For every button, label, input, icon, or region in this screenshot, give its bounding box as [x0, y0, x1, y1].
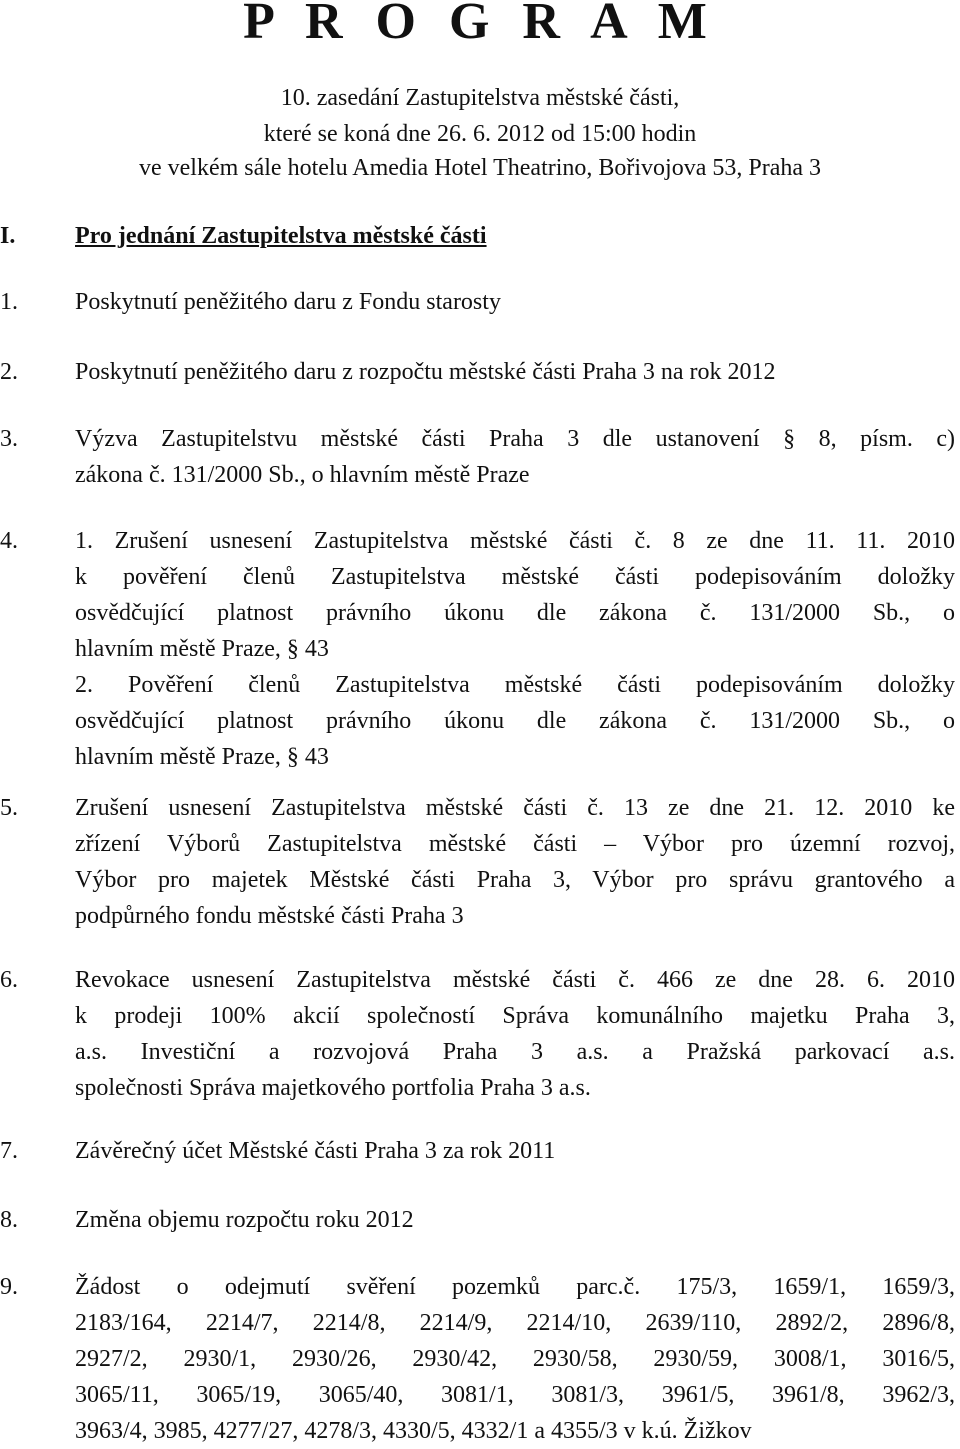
- item-line: Závěrečný účet Městské části Praha 3 za rok 2011: [75, 1138, 556, 1164]
- item-line: a.s. Investiční a rozvojová Praha 3 a.s. a Pražská parkovací a.s.: [75, 1039, 955, 1065]
- item-line: zákona č. 131/2000 Sb., o hlavním městě Praze: [75, 462, 530, 488]
- section-number: I.: [0, 223, 16, 249]
- item-text: [75, 523, 955, 775]
- item-text: [75, 790, 955, 934]
- item-number: 2.: [0, 359, 18, 385]
- item-line: Poskytnutí peněžitého daru z rozpočtu městské části Praha 3 na rok 2012: [75, 359, 776, 385]
- item-line: zřízení Výborů Zastupitelstva městské části – Výbor pro územní rozvoj,: [75, 831, 955, 857]
- item-number: 5.: [0, 795, 18, 821]
- item-text: [75, 421, 955, 493]
- item-number: 4.: [0, 528, 18, 554]
- item-line: 1. Zrušení usnesení Zastupitelstva městské části č. 8 ze dne 11. 11. 2010: [75, 528, 955, 554]
- item-line: Žádost o odejmutí svěření pozemků parc.č. 175/3, 1659/1, 1659/3,: [75, 1274, 955, 1300]
- subtitle-line-1: 10. zasedání Zastupitelstva městské části,: [280, 85, 680, 111]
- item-number: 6.: [0, 967, 18, 993]
- subtitle-line-3: ve velkém sále hotelu Amedia Hotel Theatrino, Bořivojova 53, Praha 3: [138, 155, 822, 181]
- item-line: 2927/2, 2930/1, 2930/26, 2930/42, 2930/58, 2930/59, 3008/1, 3016/5,: [75, 1346, 955, 1372]
- subtitle-line-2: které se koná dne 26. 6. 2012 od 15:00 hodin: [263, 121, 697, 147]
- item-number: 8.: [0, 1207, 18, 1233]
- item-line: Změna objemu rozpočtu roku 2012: [75, 1207, 414, 1233]
- item-text: [75, 354, 955, 390]
- item-line: podpůrného fondu městské části Praha 3: [75, 903, 464, 929]
- item-line: Výzva Zastupitelstvu městské části Praha 3 dle ustanovení § 8, písm. c): [75, 426, 955, 452]
- item-line: osvědčující platnost právního úkonu dle zákona č. 131/2000 Sb., o: [75, 600, 955, 626]
- item-number: 7.: [0, 1138, 18, 1164]
- item-text: [75, 1133, 955, 1169]
- item-text: [75, 284, 955, 320]
- item-line: Revokace usnesení Zastupitelstva městské části č. 466 ze dne 28. 6. 2010: [75, 967, 955, 993]
- item-line: 2183/164, 2214/7, 2214/8, 2214/9, 2214/10, 2639/110, 2892/2, 2896/8,: [75, 1310, 955, 1336]
- item-line: Zrušení usnesení Zastupitelstva městské části č. 13 ze dne 21. 12. 2010 ke: [75, 795, 955, 821]
- item-line: společnosti Správa majetkového portfolia Praha 3 a.s.: [75, 1075, 591, 1101]
- item-line: 2. Pověření členů Zastupitelstva městské části podepisováním doložky: [75, 672, 955, 698]
- item-line: k pověření členů Zastupitelstva městské části podepisováním doložky: [75, 564, 955, 590]
- item-line: hlavním městě Praze, § 43: [75, 636, 329, 662]
- section-title: Pro jednání Zastupitelstva městské části: [75, 223, 487, 249]
- item-line: 3963/4, 3985, 4277/27, 4278/3, 4330/5, 4332/1 a 4355/3 v k.ú. Žižkov: [75, 1418, 752, 1444]
- page-title: P R O G R A M: [243, 0, 717, 50]
- item-line: osvědčující platnost právního úkonu dle zákona č. 131/2000 Sb., o: [75, 708, 955, 734]
- item-number: 3.: [0, 426, 18, 452]
- item-text: [75, 1202, 955, 1238]
- item-line: 3065/11, 3065/19, 3065/40, 3081/1, 3081/3, 3961/5, 3961/8, 3962/3,: [75, 1382, 955, 1408]
- item-line: Výbor pro majetek Městské části Praha 3, Výbor pro správu grantového a: [75, 867, 955, 893]
- item-number: 1.: [0, 289, 18, 315]
- item-number: 9.: [0, 1274, 18, 1300]
- item-text: [75, 1269, 955, 1449]
- item-text: [75, 962, 955, 1106]
- item-line: hlavním městě Praze, § 43: [75, 744, 329, 770]
- item-line: Poskytnutí peněžitého daru z Fondu starosty: [75, 289, 501, 315]
- item-line: k prodeji 100% akcií společností Správa komunálního majetku Praha 3,: [75, 1003, 955, 1029]
